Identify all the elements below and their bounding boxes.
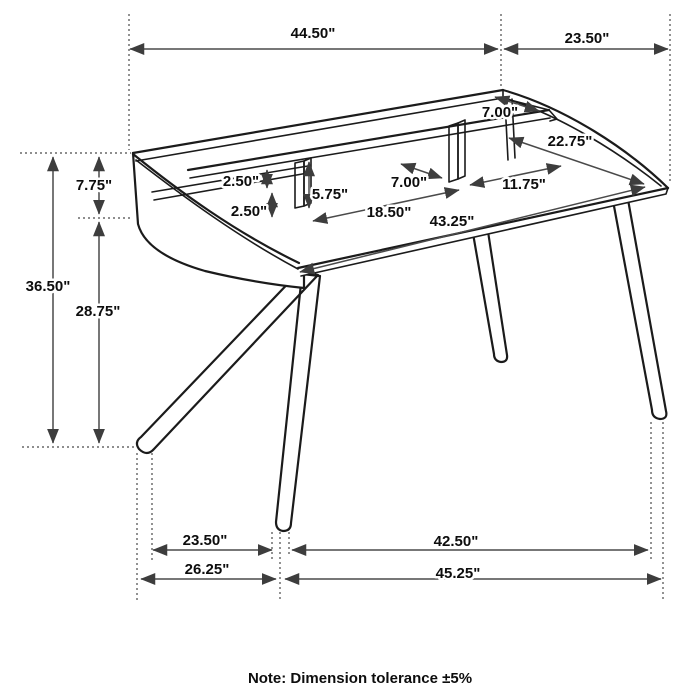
- dim-label-base-left-span: 26.25": [184, 561, 230, 578]
- desk-front-left-leg: [137, 272, 318, 453]
- desk-drawing: [133, 90, 668, 531]
- dim-label-side-depth-top: 23.50": [564, 30, 610, 47]
- dim-label-shelf-right-span: 11.75": [502, 176, 546, 193]
- dim-label-base-right-span: 45.25": [435, 565, 481, 582]
- dim-label-shelf-depth: 7.00": [481, 104, 519, 121]
- dim-label-desktop-width: 43.25": [429, 213, 475, 230]
- dim-label-desk-height: 28.75": [75, 303, 121, 320]
- dim-label-hutch-height: 7.75": [75, 177, 113, 194]
- dim-label-shelf-left-span: 18.50": [366, 204, 412, 221]
- dim-label-front-leg-span: 23.50": [182, 532, 228, 549]
- dim-label-divider-height: 5.75": [311, 186, 349, 203]
- dim-label-cubby-lower-height: 2.50": [230, 203, 268, 220]
- dim-label-divider-gap: 7.00": [390, 174, 428, 191]
- dim-label-rear-leg-span: 42.50": [433, 533, 479, 550]
- desk-right-leg: [611, 190, 666, 419]
- dimension-annotations: [26, 25, 668, 582]
- desk-back-right-leg: [471, 222, 507, 362]
- tolerance-note: Note: Dimension tolerance ±5%: [247, 670, 473, 687]
- dim-label-cubby-upper-height: 2.50": [222, 173, 260, 190]
- dim-label-overall-width: 44.50": [290, 25, 336, 42]
- dim-label-desktop-depth: 22.75": [547, 133, 593, 150]
- dim-label-overall-height: 36.50": [25, 278, 71, 295]
